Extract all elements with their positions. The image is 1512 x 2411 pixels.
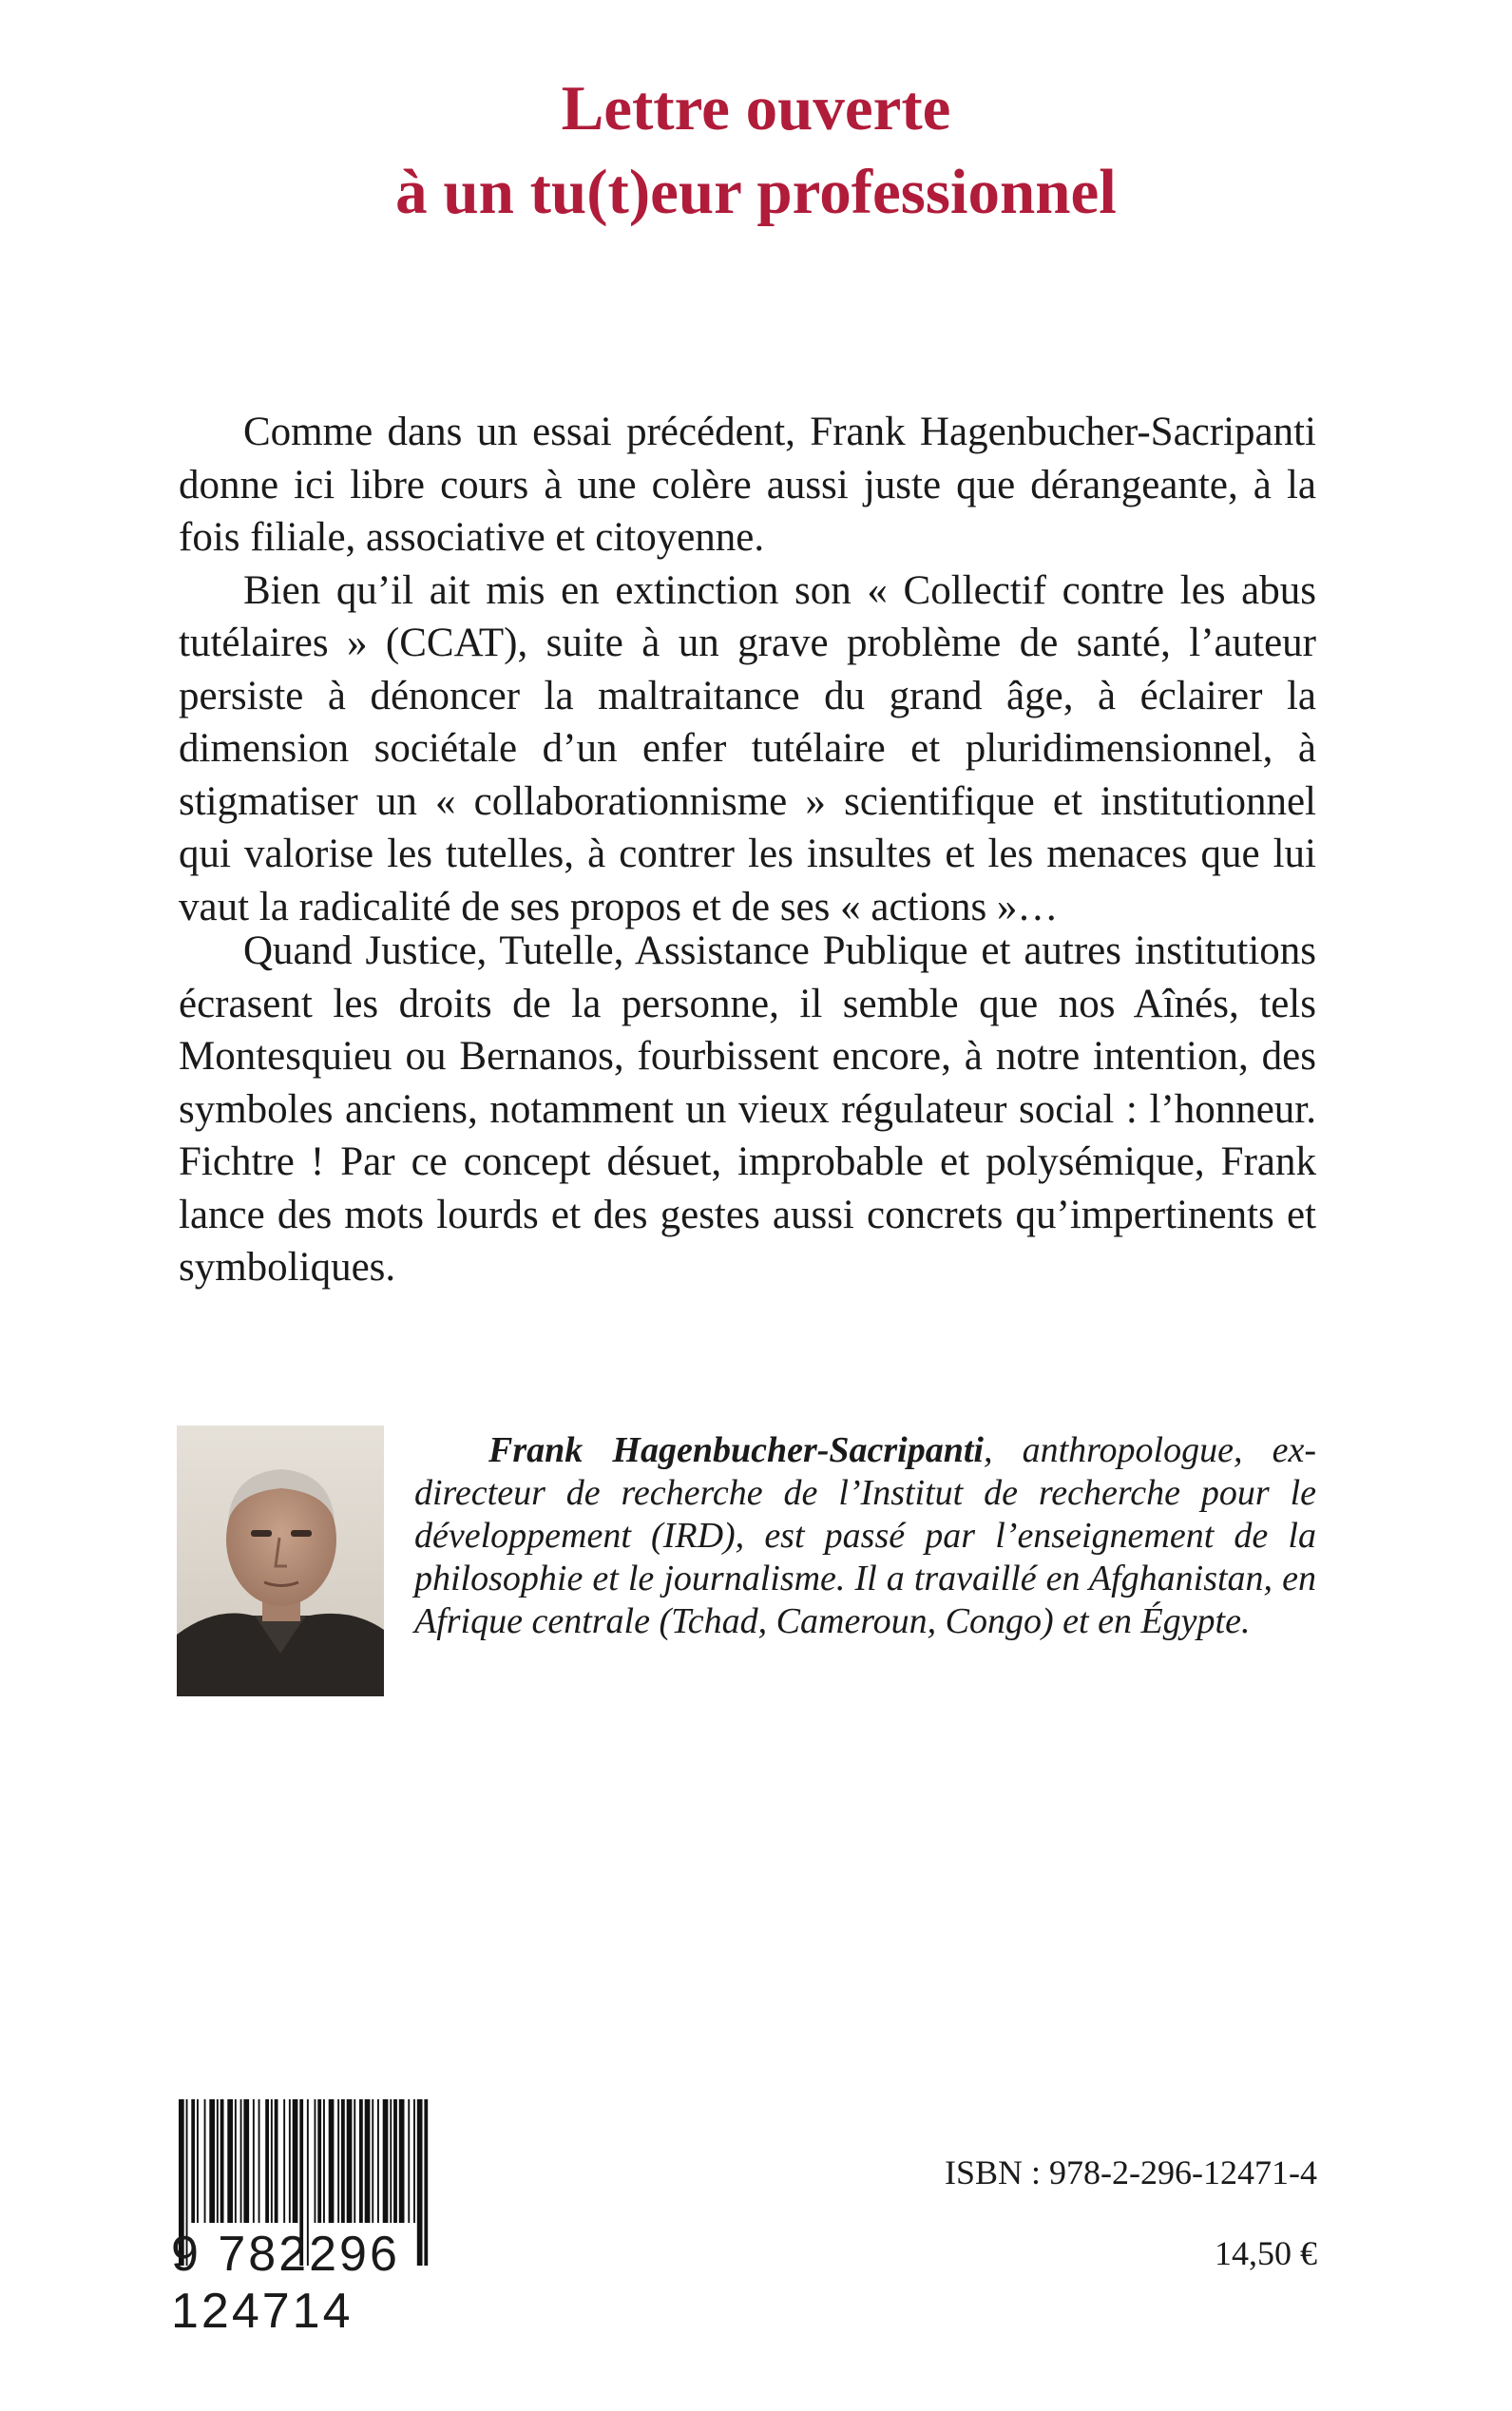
barcode-bar	[197, 2099, 199, 2223]
barcode-bar	[293, 2099, 298, 2223]
barcode-bar	[209, 2099, 215, 2223]
barcode-bar	[365, 2099, 371, 2223]
barcode-bar	[372, 2099, 373, 2223]
barcode-bar	[337, 2099, 339, 2223]
barcode-bar	[235, 2099, 237, 2223]
barcode-bar	[227, 2099, 233, 2223]
price: 14,50 €	[1215, 2234, 1317, 2272]
barcode-bar	[383, 2099, 389, 2223]
blurb-section-2	[179, 925, 1316, 1294]
barcode-bar	[390, 2099, 392, 2223]
author-portrait-image	[177, 1426, 384, 1696]
barcode-bar	[283, 2099, 285, 2223]
barcode-bar	[408, 2099, 410, 2223]
barcode-bar	[220, 2099, 224, 2223]
barcode-bar	[275, 2099, 278, 2223]
blurb-section-1	[179, 406, 1316, 933]
blurb-paragraph-3: Quand Justice, Tutelle, Assistance Publique et autres institutions écrasent les droits de la personne, il semble que nos Aînés, tels Montesquieu ou Bernanos, fourbissent encore, à notre intention, des symboles anciens, notamment un vieux régulateur social : l’honneur. Fichtre ! Par ce concept désuet, improbable et polysémique, Frank lance des mots lourds et des gestes aussi concrets qu’impertinents et symboliques.	[179, 928, 1316, 1290]
barcode-bar	[359, 2099, 363, 2223]
author-bio	[414, 1429, 1316, 1643]
barcode-bar	[265, 2099, 269, 2223]
barcode-bar	[258, 2099, 260, 2223]
author-photo	[177, 1426, 384, 1696]
barcode-bar	[347, 2099, 353, 2223]
barcode-bar	[329, 2099, 335, 2223]
barcode-bar	[377, 2099, 379, 2223]
book-title-line-2: à un tu(t)eur professionnel	[395, 157, 1117, 227]
blurb-paragraph-2: Bien qu’il ait mis en extinction son « Collectif contre les abus tutélaires » (CCAT), suite à un grave problème de santé, l’auteur persiste à dénoncer la maltraitance du grand âge, à éclairer la dimension sociétale d’un enfer tutélaire et pluridimensionnel, à stigmatiser un « collaborationnisme » scientifique et institutionnel qui valorise les tutelles, à contrer les insultes et les menaces que lui vaut la radicalité de ses propos et de ses « actions »…	[179, 567, 1316, 929]
barcode-bar	[399, 2099, 405, 2223]
isbn: ISBN : 978-2-296-12471-4	[945, 2153, 1317, 2191]
barcode-bar	[289, 2099, 291, 2223]
blurb-paragraph-1: Comme dans un essai précédent, Frank Hagenbucher-Sacripanti donne ici libre cours à une colère aussi juste que dérangeante, à la fois filiale, associative et citoyenne.	[179, 410, 1316, 560]
barcode-bar	[354, 2099, 355, 2223]
barcode-bar	[253, 2099, 255, 2223]
author-name: Frank Hagenbucher-Sacripanti	[488, 1430, 984, 1470]
barcode-bar	[271, 2099, 273, 2223]
barcode-bar	[204, 2099, 206, 2223]
author-bio-paragraph	[414, 1429, 1316, 1643]
barcode-bar	[323, 2099, 325, 2223]
barcode-bar	[341, 2099, 345, 2223]
barcode-bar	[393, 2099, 397, 2223]
author-bio-text: , anthropologue, ex-directeur de recherche de l’Institut de recherche pour le développement (IRD), est passé par l’enseignement de la philosophie et le journalisme. Il a travaillé en Afghanistan, en Afrique centrale (Tchad, Cameroun, Congo) et en Égypte.	[414, 1430, 1316, 1641]
barcode-bar	[217, 2099, 219, 2223]
barcode-digits: 9 782296 124714	[171, 2227, 400, 2339]
barcode-bar	[191, 2099, 195, 2223]
barcode-bar	[317, 2099, 321, 2223]
barcode-bar	[315, 2099, 316, 2223]
book-title	[0, 67, 1512, 234]
barcode-bar	[240, 2099, 242, 2223]
barcode-bar	[413, 2099, 415, 2223]
barcode-bar	[243, 2099, 249, 2223]
book-title-line-1: Lettre ouverte	[561, 73, 951, 144]
